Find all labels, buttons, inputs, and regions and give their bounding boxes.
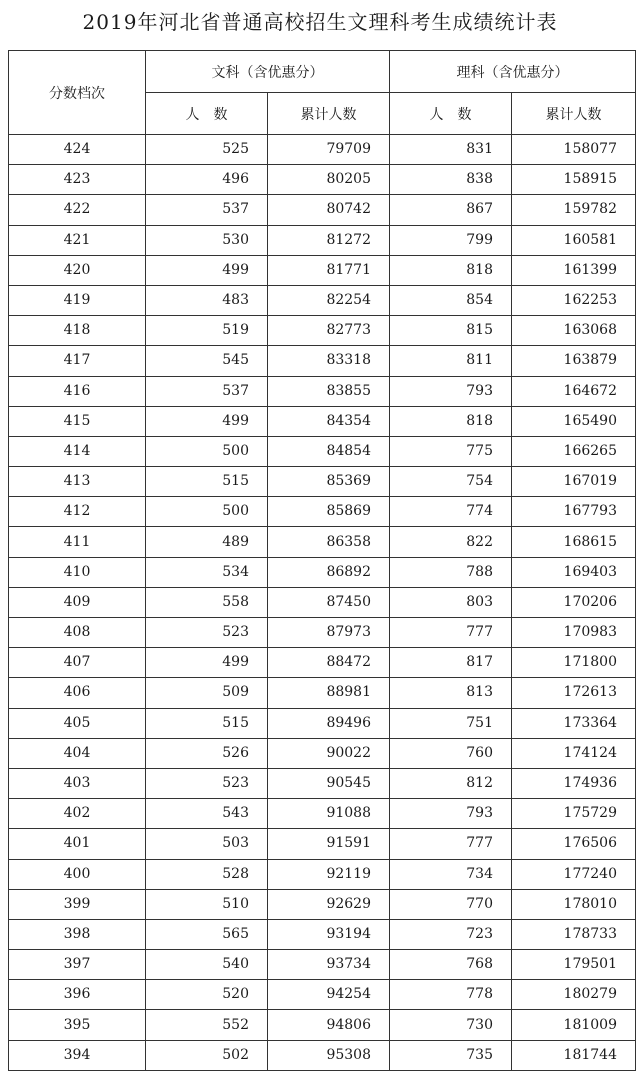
science-cumulative-cell: 174936	[512, 768, 636, 798]
liberal-arts-cumulative-cell: 87973	[268, 618, 390, 648]
score-cell: 411	[9, 527, 146, 557]
liberal-arts-cumulative-cell: 79709	[268, 135, 390, 165]
liberal-arts-cumulative-cell: 90545	[268, 768, 390, 798]
liberal-arts-cumulative-cell: 83855	[268, 376, 390, 406]
score-cell: 400	[9, 859, 146, 889]
liberal-arts-count-cell: 515	[146, 467, 268, 497]
liberal-arts-cumulative-cell: 81771	[268, 255, 390, 285]
table-row	[9, 889, 636, 919]
table-row	[9, 1010, 636, 1040]
liberal-arts-cumulative-cell: 88981	[268, 678, 390, 708]
score-cell: 408	[9, 618, 146, 648]
science-count-cell: 754	[390, 467, 512, 497]
table-row	[9, 678, 636, 708]
score-cell: 406	[9, 678, 146, 708]
liberal-arts-count-cell: 534	[146, 557, 268, 587]
liberal-arts-count-cell: 499	[146, 406, 268, 436]
liberal-arts-count-cell: 523	[146, 618, 268, 648]
table-row	[9, 195, 636, 225]
liberal-arts-cumulative-cell: 80742	[268, 195, 390, 225]
liberal-arts-count-cell: 526	[146, 738, 268, 768]
table-row	[9, 497, 636, 527]
liberal-arts-cumulative-cell: 80205	[268, 165, 390, 195]
science-cumulative-header: 累计人数	[512, 93, 636, 135]
science-cumulative-cell: 169403	[512, 557, 636, 587]
score-cell: 403	[9, 768, 146, 798]
science-cumulative-cell: 180279	[512, 980, 636, 1010]
liberal-arts-count-cell: 500	[146, 436, 268, 466]
liberal-arts-cumulative-cell: 93734	[268, 950, 390, 980]
score-cell: 416	[9, 376, 146, 406]
score-cell: 409	[9, 587, 146, 617]
liberal-arts-cumulative-cell: 84854	[268, 436, 390, 466]
science-cumulative-cell: 161399	[512, 255, 636, 285]
table-row	[9, 1040, 636, 1070]
science-cumulative-cell: 158915	[512, 165, 636, 195]
liberal-arts-count-cell: 515	[146, 708, 268, 738]
liberal-arts-count-cell: 545	[146, 346, 268, 376]
science-cumulative-cell: 168615	[512, 527, 636, 557]
score-cell: 424	[9, 135, 146, 165]
liberal-arts-cumulative-cell: 86358	[268, 527, 390, 557]
liberal-arts-count-cell: 523	[146, 768, 268, 798]
science-cumulative-cell: 178733	[512, 919, 636, 949]
score-cell: 404	[9, 738, 146, 768]
science-count-cell: 735	[390, 1040, 512, 1070]
score-cell: 394	[9, 1040, 146, 1070]
liberal-arts-cumulative-cell: 92629	[268, 889, 390, 919]
liberal-arts-count-cell: 499	[146, 648, 268, 678]
science-cumulative-cell: 172613	[512, 678, 636, 708]
liberal-arts-count-header: 人 数	[146, 93, 268, 135]
table-row	[9, 738, 636, 768]
table-row	[9, 135, 636, 165]
science-count-cell: 778	[390, 980, 512, 1010]
score-cell: 422	[9, 195, 146, 225]
liberal-arts-count-cell: 552	[146, 1010, 268, 1040]
liberal-arts-count-cell: 565	[146, 919, 268, 949]
science-count-cell: 730	[390, 1010, 512, 1040]
table-row	[9, 255, 636, 285]
table-row	[9, 376, 636, 406]
score-cell: 418	[9, 316, 146, 346]
score-cell: 407	[9, 648, 146, 678]
science-cumulative-cell: 181009	[512, 1010, 636, 1040]
science-cumulative-cell: 166265	[512, 436, 636, 466]
science-count-cell: 815	[390, 316, 512, 346]
science-cumulative-cell: 173364	[512, 708, 636, 738]
table-row	[9, 859, 636, 889]
science-count-cell: 854	[390, 285, 512, 315]
science-count-cell: 817	[390, 648, 512, 678]
liberal-arts-count-cell: 489	[146, 527, 268, 557]
score-cell: 420	[9, 255, 146, 285]
science-cumulative-cell: 167019	[512, 467, 636, 497]
science-count-cell: 818	[390, 406, 512, 436]
science-count-header: 人 数	[390, 93, 512, 135]
science-count-cell: 751	[390, 708, 512, 738]
science-cumulative-cell: 181744	[512, 1040, 636, 1070]
science-cumulative-cell: 159782	[512, 195, 636, 225]
science-count-cell: 811	[390, 346, 512, 376]
science-count-cell: 831	[390, 135, 512, 165]
liberal-arts-cumulative-cell: 83318	[268, 346, 390, 376]
science-count-cell: 734	[390, 859, 512, 889]
liberal-arts-cumulative-cell: 93194	[268, 919, 390, 949]
table-row	[9, 346, 636, 376]
science-header: 理科（含优惠分）	[390, 51, 636, 93]
score-cell: 395	[9, 1010, 146, 1040]
science-count-cell: 867	[390, 195, 512, 225]
liberal-arts-count-cell: 540	[146, 950, 268, 980]
score-cell: 417	[9, 346, 146, 376]
table-row	[9, 527, 636, 557]
table-row	[9, 557, 636, 587]
science-cumulative-cell: 167793	[512, 497, 636, 527]
science-count-cell: 799	[390, 225, 512, 255]
liberal-arts-cumulative-cell: 82254	[268, 285, 390, 315]
liberal-arts-count-cell: 499	[146, 255, 268, 285]
liberal-arts-count-cell: 503	[146, 829, 268, 859]
table-row	[9, 587, 636, 617]
science-count-cell: 822	[390, 527, 512, 557]
science-cumulative-cell: 158077	[512, 135, 636, 165]
table-row	[9, 648, 636, 678]
liberal-arts-count-cell: 528	[146, 859, 268, 889]
page-title: 2019年河北省普通高校招生文理科考生成绩统计表	[82, 10, 558, 34]
liberal-arts-cumulative-cell: 91591	[268, 829, 390, 859]
science-cumulative-cell: 174124	[512, 738, 636, 768]
table-row	[9, 919, 636, 949]
science-count-cell: 812	[390, 768, 512, 798]
liberal-arts-cumulative-cell: 94806	[268, 1010, 390, 1040]
liberal-arts-cumulative-cell: 87450	[268, 587, 390, 617]
score-cell: 398	[9, 919, 146, 949]
liberal-arts-count-cell: 543	[146, 799, 268, 829]
science-count-cell: 775	[390, 436, 512, 466]
science-cumulative-cell: 162253	[512, 285, 636, 315]
science-count-cell: 777	[390, 618, 512, 648]
science-count-cell: 813	[390, 678, 512, 708]
science-cumulative-cell: 165490	[512, 406, 636, 436]
science-count-cell: 723	[390, 919, 512, 949]
liberal-arts-count-cell: 558	[146, 587, 268, 617]
liberal-arts-count-cell: 537	[146, 195, 268, 225]
liberal-arts-count-cell: 530	[146, 225, 268, 255]
liberal-arts-count-cell: 483	[146, 285, 268, 315]
score-cell: 402	[9, 799, 146, 829]
liberal-arts-count-cell: 520	[146, 980, 268, 1010]
score-cell: 401	[9, 829, 146, 859]
liberal-arts-cumulative-cell: 84354	[268, 406, 390, 436]
science-cumulative-cell: 164672	[512, 376, 636, 406]
score-cell: 423	[9, 165, 146, 195]
science-count-cell: 788	[390, 557, 512, 587]
liberal-arts-count-cell: 496	[146, 165, 268, 195]
table-row	[9, 829, 636, 859]
liberal-arts-cumulative-cell: 88472	[268, 648, 390, 678]
score-cell: 415	[9, 406, 146, 436]
science-count-cell: 760	[390, 738, 512, 768]
science-count-cell: 838	[390, 165, 512, 195]
science-cumulative-cell: 170983	[512, 618, 636, 648]
liberal-arts-count-cell: 500	[146, 497, 268, 527]
score-cell: 410	[9, 557, 146, 587]
table-row	[9, 467, 636, 497]
score-cell: 399	[9, 889, 146, 919]
score-cell: 396	[9, 980, 146, 1010]
table-row	[9, 316, 636, 346]
science-count-cell: 818	[390, 255, 512, 285]
science-cumulative-cell: 170206	[512, 587, 636, 617]
science-count-cell: 803	[390, 587, 512, 617]
table-body	[9, 135, 636, 1071]
science-count-cell: 793	[390, 376, 512, 406]
table-row	[9, 225, 636, 255]
liberal-arts-cumulative-cell: 91088	[268, 799, 390, 829]
science-cumulative-cell: 176506	[512, 829, 636, 859]
science-cumulative-cell: 178010	[512, 889, 636, 919]
liberal-arts-cumulative-cell: 85869	[268, 497, 390, 527]
table-row	[9, 980, 636, 1010]
table-row	[9, 950, 636, 980]
science-cumulative-cell: 177240	[512, 859, 636, 889]
table-row	[9, 285, 636, 315]
science-count-cell: 793	[390, 799, 512, 829]
science-cumulative-cell: 171800	[512, 648, 636, 678]
score-level-header: 分数档次	[9, 51, 146, 135]
liberal-arts-count-cell: 510	[146, 889, 268, 919]
liberal-arts-count-cell: 509	[146, 678, 268, 708]
science-cumulative-cell: 163068	[512, 316, 636, 346]
liberal-arts-count-cell: 537	[146, 376, 268, 406]
liberal-arts-count-cell: 502	[146, 1040, 268, 1070]
liberal-arts-cumulative-header: 累计人数	[268, 93, 390, 135]
science-cumulative-cell: 175729	[512, 799, 636, 829]
science-count-cell: 770	[390, 889, 512, 919]
science-cumulative-cell: 160581	[512, 225, 636, 255]
score-cell: 413	[9, 467, 146, 497]
table-row	[9, 618, 636, 648]
liberal-arts-cumulative-cell: 92119	[268, 859, 390, 889]
table-row	[9, 768, 636, 798]
science-count-cell: 774	[390, 497, 512, 527]
liberal-arts-cumulative-cell: 90022	[268, 738, 390, 768]
liberal-arts-header: 文科（含优惠分）	[146, 51, 390, 93]
liberal-arts-cumulative-cell: 95308	[268, 1040, 390, 1070]
table-row	[9, 436, 636, 466]
score-cell: 421	[9, 225, 146, 255]
table-row	[9, 708, 636, 738]
liberal-arts-cumulative-cell: 89496	[268, 708, 390, 738]
score-cell: 397	[9, 950, 146, 980]
liberal-arts-cumulative-cell: 81272	[268, 225, 390, 255]
table-row	[9, 165, 636, 195]
science-cumulative-cell: 163879	[512, 346, 636, 376]
score-statistics-table	[8, 50, 636, 1071]
liberal-arts-cumulative-cell: 86892	[268, 557, 390, 587]
score-cell: 414	[9, 436, 146, 466]
liberal-arts-cumulative-cell: 82773	[268, 316, 390, 346]
liberal-arts-count-cell: 525	[146, 135, 268, 165]
liberal-arts-count-cell: 519	[146, 316, 268, 346]
science-count-cell: 768	[390, 950, 512, 980]
score-cell: 405	[9, 708, 146, 738]
science-cumulative-cell: 179501	[512, 950, 636, 980]
score-cell: 419	[9, 285, 146, 315]
liberal-arts-cumulative-cell: 94254	[268, 980, 390, 1010]
liberal-arts-cumulative-cell: 85369	[268, 467, 390, 497]
score-cell: 412	[9, 497, 146, 527]
table-row	[9, 406, 636, 436]
science-count-cell: 777	[390, 829, 512, 859]
table-row	[9, 799, 636, 829]
